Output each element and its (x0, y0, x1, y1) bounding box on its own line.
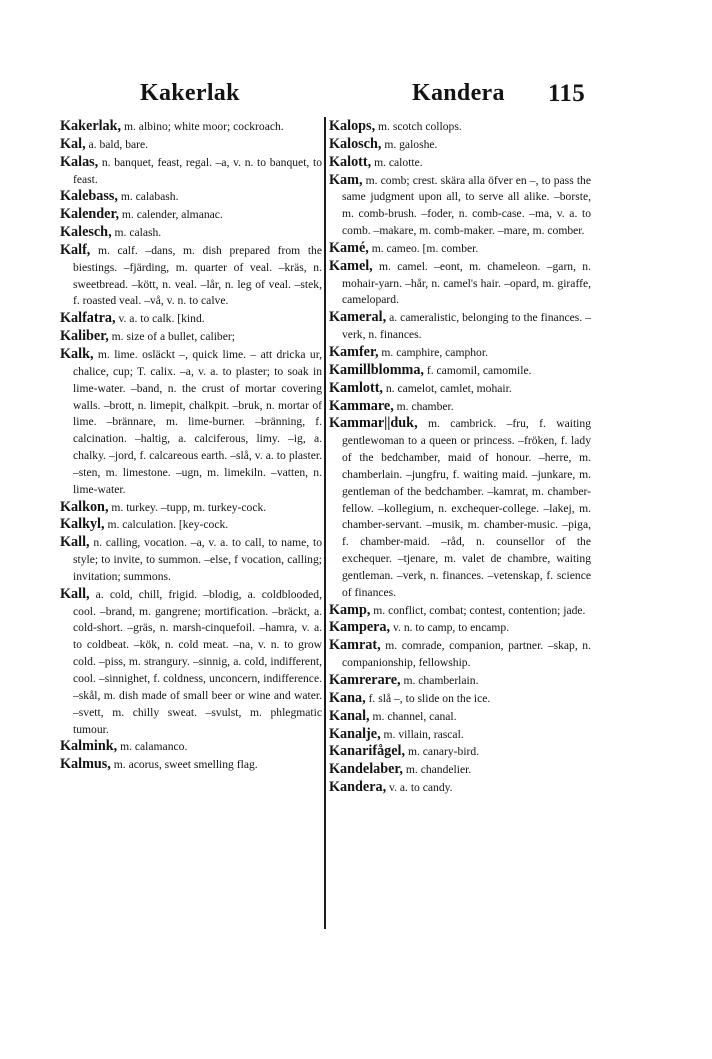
definition: m. size of a bullet, caliber; (108, 330, 235, 344)
definition: m. turkey. –tupp, m. turkey-cock. (108, 500, 267, 514)
definition: a. cameralistic, belonging to the finances. –verk, n. finances. (342, 311, 591, 342)
definition: m. acorus, sweet smelling flag. (110, 758, 258, 772)
dictionary-entry (329, 258, 591, 310)
dictionary-entry (60, 346, 322, 499)
headword: Kamp, (329, 601, 371, 618)
definition: m. calf. –dans, m. dish prepared from the biestings. –fjärding, m. quarter of veal. –kräs, n. sweetbread. –kött, n. veal. –lår, n. leg of veal. –stek, f. roasted veal. –vå, v. n. to calve. (73, 243, 322, 308)
dictionary-entry (329, 637, 591, 672)
definition: m. chandelier. (402, 763, 472, 777)
headword: Kal, (60, 135, 86, 152)
definition: m. calamanco. (117, 740, 188, 754)
dictionary-entry (60, 118, 322, 136)
dictionary-entry (60, 738, 322, 756)
headword: Kalesch, (60, 224, 112, 241)
page-number: 115 (548, 80, 586, 107)
definition: m. calabash. (117, 190, 179, 204)
definition: v. a. to candy. (386, 781, 453, 795)
headword: Kameral, (329, 309, 387, 326)
dictionary-entry (329, 619, 591, 637)
definition: f. slå –, to slide on the ice. (365, 691, 491, 705)
definition: m. villain, rascal. (380, 727, 464, 741)
headword: Kamel, (329, 257, 373, 274)
definition: a. cold, chill, frigid. –blodig, a. coldblooded, cool. –brand, m. gangrene; mortification. –bräckt, a. cold-short. –gräs, n. marsh-cinquefoil. –hamra, v. a. to coldbeat. –kök, n. cold meat. –na, v. n. to grow cold. –piss, m. strangury. –sinnig, a. cold, indifferent, cool. –sinnighet, f. coldness, unconcern, indifference. –skål, m. dish made of small beer or wine and water. –svett, m. chilly sweat. –svulst, m. phlegmatic tumour. (73, 587, 322, 736)
definition: m. canary-bird. (405, 745, 480, 759)
headword: Kamé, (329, 239, 369, 256)
running-head-right: Kandera (412, 80, 505, 106)
dictionary-entry (60, 516, 322, 534)
definition: m. lime. osläckt –, quick lime. – att dricka ur, chalice, cup; T. calix. –a, v. a. to plaster; to soak in lime-water. –band, n. the crust of mortar covering walls. –brott, n. limepit, chalkpit. –bruk, n. mortar of lime. –brännare, m. lime-burner. –bränning, f. calcination. –haltig, a. calciferous, limy. –ig, a. chalky. –jord, f. calcareous earth. –slå, v. a. to plaster. –sten, m. limestone. –ugn, m. limekiln. –vatten, n. lime-water. (73, 347, 322, 496)
dictionary-entry (329, 118, 591, 136)
headword: Kalk, (60, 345, 94, 362)
dictionary-entry (329, 240, 591, 258)
definition: m. scotch collops. (375, 120, 462, 133)
dictionary-entry (329, 344, 591, 362)
dictionary-entry (60, 136, 322, 154)
dictionary-entry (60, 328, 322, 346)
dictionary-entry (329, 362, 591, 380)
dictionary-entry (329, 672, 591, 690)
dictionary-entry (329, 743, 591, 761)
definition: m. camel. –eont, m. chameleon. –garn, n. mohair-yarn. –hår, n. camel's hair. –opard, m. giraffe, camelopard. (342, 259, 591, 307)
dictionary-entry (329, 136, 591, 154)
headword: Kamlott, (329, 379, 383, 396)
definition: m. calash. (111, 226, 162, 240)
dictionary-entry (60, 499, 322, 517)
definition: n. banquet, feast, regal. –a, v. n. to banquet, to feast. (73, 155, 322, 186)
dictionary-entry (60, 188, 322, 206)
headword: Kalas, (60, 153, 99, 170)
dictionary-entry (60, 154, 322, 189)
dictionary-entry (60, 310, 322, 328)
dictionary-entry (329, 398, 591, 416)
headword: Kalebass, (60, 188, 118, 205)
dictionary-entry (329, 380, 591, 398)
dictionary-entry (329, 309, 591, 344)
headword: Kammare, (329, 397, 394, 414)
definition: m. galoshe. (381, 137, 438, 151)
definition: m. comb; crest. skära alla öfver en –, to pass the same judgment upon all, to serve all alike. –borste, m. comb-brush. –foder, n. comb-case. –ma, v. a. to comb. –makare, m. comb-maker. –mare, m. comber. (342, 173, 591, 238)
column-rule (324, 117, 326, 929)
headword: Kanalje, (329, 725, 381, 742)
definition: m. calender, almanac. (119, 208, 223, 222)
headword: Kamillblomma, (329, 361, 424, 378)
headword: Kamrat, (329, 637, 381, 654)
dictionary-entry (60, 242, 322, 310)
headword: Kalender, (60, 206, 119, 223)
headword: Kandera, (329, 779, 387, 796)
definition: m. albino; white moor; cockroach. (121, 120, 284, 133)
headword: Kalf, (60, 241, 91, 258)
dictionary-entry (60, 534, 322, 586)
running-head-left: Kakerlak (140, 80, 240, 106)
headword: Kakerlak, (60, 118, 122, 134)
dictionary-entry (329, 726, 591, 744)
headword: Kanarifågel, (329, 743, 406, 760)
headword: Kall, (60, 534, 90, 551)
dictionary-entry (329, 602, 591, 620)
headword: Kalkyl, (60, 516, 105, 533)
dictionary-entry (60, 224, 322, 242)
dictionary-entry (329, 415, 591, 601)
headword: Kamrerare, (329, 672, 401, 688)
dictionary-entry (60, 206, 322, 224)
definition: m. calotte. (371, 155, 423, 169)
definition: m. conflict, combat; contest, contention; jade. (370, 603, 586, 617)
definition: n. calling, vocation. –a, v. a. to call, to name, to style; to invite, to summon. –else, f vocation, calling; invitation; summons. (73, 536, 322, 583)
dictionary-entry (60, 586, 322, 739)
headword: Kana, (329, 689, 366, 706)
headword: Kalfatra, (60, 310, 116, 327)
headword: Kalops, (329, 118, 376, 134)
dictionary-entry (329, 708, 591, 726)
definition: m. chamberlain. (400, 674, 479, 687)
dictionary-entry (329, 154, 591, 172)
definition: m. calculation. [key-cock. (104, 518, 229, 532)
definition: m. channel, canal. (369, 709, 457, 723)
definition: v. a. to calk. [kind. (115, 312, 205, 326)
headword: Kall, (60, 585, 90, 602)
headword: Kam, (329, 171, 363, 188)
headword: Kanal, (329, 707, 370, 724)
headword: Kammar||duk, (329, 415, 418, 432)
headword: Kalosch, (329, 135, 382, 152)
headword: Kampera, (329, 619, 391, 636)
definition: m. chamber. (393, 399, 454, 413)
dictionary-entry (329, 690, 591, 708)
headword: Kaliber, (60, 328, 109, 345)
definition: f. camomil, camomile. (423, 363, 532, 377)
headword: Kamfer, (329, 343, 379, 360)
dictionary-entry (329, 779, 591, 797)
definition: m. comrade, companion, partner. –skap, n. companionship, fellowship. (342, 639, 591, 670)
dictionary-entry (60, 756, 322, 774)
headword: Kalkon, (60, 498, 109, 515)
headword: Kalott, (329, 153, 372, 170)
definition: m. cambrick. –fru, f. waiting gentlewoman to a queen or princess. –fröken, f. lady of the bedchamber, maid of honour. –herre, m. chamberlain. –jungfru, f. waiting maid. –junkare, m. gentleman of the bedchamber. –kamrat, m. chamber-fellow. –kollegium, n. exchequer-college. –lakej, m. chamber-servant. –musik, m. chamber-music. –piga, f. chamber-maid. –råd, n. counsellor of the exchequer. –tjenare, m. valet de chambre, waiting gentleman. –verk, n. finances. –vetenskap, f. science of finances. (342, 417, 591, 599)
definition: a. bald, bare. (85, 137, 149, 151)
dictionary-entry (329, 172, 591, 240)
headword: Kalmink, (60, 738, 118, 755)
definition: v. n. to camp, to encamp. (390, 621, 510, 635)
definition: m. cameo. [m. comber. (368, 241, 479, 255)
definition: n. camelot, camlet, mohair. (382, 381, 512, 395)
headword: Kandelaber, (329, 761, 403, 778)
headword: Kalmus, (60, 756, 111, 773)
definition: m. camphire, camphor. (378, 345, 488, 359)
right-column (329, 118, 591, 797)
left-column (60, 118, 322, 774)
dictionary-entry (329, 761, 591, 779)
